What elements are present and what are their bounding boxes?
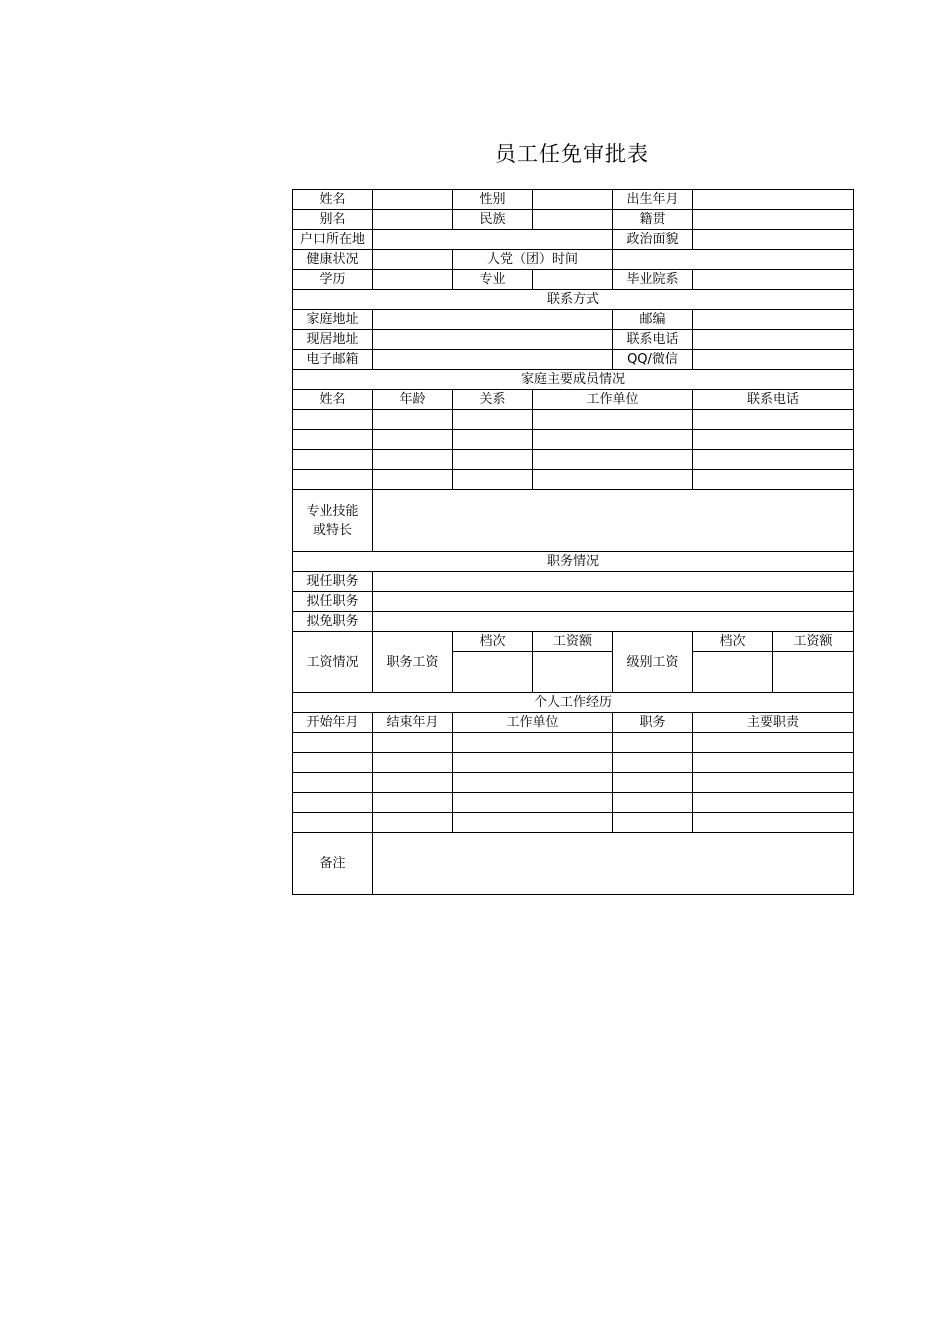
work-cell[interactable] — [373, 773, 453, 793]
ethnicity-label: 民族 — [453, 210, 533, 230]
home-address-label: 家庭地址 — [293, 310, 373, 330]
hukou-field[interactable] — [373, 230, 613, 250]
proposed-appoint-field[interactable] — [373, 592, 854, 612]
family-cell[interactable] — [293, 470, 373, 490]
family-cell[interactable] — [533, 410, 693, 430]
work-cell[interactable] — [293, 753, 373, 773]
work-cell[interactable] — [293, 733, 373, 753]
family-cell[interactable] — [293, 410, 373, 430]
contact-section-header: 联系方式 — [293, 290, 854, 310]
graduate-school-label: 毕业院系 — [613, 270, 693, 290]
position-amount-field[interactable] — [533, 652, 613, 693]
hukou-label: 户口所在地 — [293, 230, 373, 250]
phone-label: 联系电话 — [613, 330, 693, 350]
work-cell[interactable] — [613, 753, 693, 773]
work-row — [293, 773, 854, 793]
gender-label: 性别 — [453, 190, 533, 210]
position-grade-field[interactable] — [453, 652, 533, 693]
family-cell[interactable] — [693, 470, 854, 490]
qq-wechat-label: QQ/微信 — [613, 350, 693, 370]
ethnicity-field[interactable] — [533, 210, 613, 230]
work-cell[interactable] — [693, 813, 854, 833]
postcode-field[interactable] — [693, 310, 854, 330]
position-amount-label: 工资额 — [533, 632, 613, 652]
family-row — [293, 470, 854, 490]
family-section-header: 家庭主要成员情况 — [293, 370, 854, 390]
phone-field[interactable] — [693, 330, 854, 350]
alias-label: 别名 — [293, 210, 373, 230]
work-cell[interactable] — [613, 733, 693, 753]
home-address-field[interactable] — [373, 310, 613, 330]
health-field[interactable] — [373, 250, 453, 270]
family-row — [293, 430, 854, 450]
work-cell[interactable] — [453, 813, 613, 833]
skills-field[interactable] — [373, 490, 854, 552]
level-grade-label: 档次 — [693, 632, 773, 652]
email-label: 电子邮箱 — [293, 350, 373, 370]
birth-label: 出生年月 — [613, 190, 693, 210]
graduate-school-field[interactable] — [693, 270, 854, 290]
work-cell[interactable] — [373, 733, 453, 753]
political-status-label: 政治面貌 — [613, 230, 693, 250]
family-cell[interactable] — [453, 410, 533, 430]
family-header-workplace: 工作单位 — [533, 390, 693, 410]
family-cell[interactable] — [293, 450, 373, 470]
work-row — [293, 733, 854, 753]
work-section-header: 个人工作经历 — [293, 693, 854, 713]
work-cell[interactable] — [693, 753, 854, 773]
family-header-name: 姓名 — [293, 390, 373, 410]
work-header-start: 开始年月 — [293, 713, 373, 733]
native-place-field[interactable] — [693, 210, 854, 230]
work-cell[interactable] — [293, 813, 373, 833]
party-join-time-field[interactable] — [613, 250, 854, 270]
family-cell[interactable] — [533, 470, 693, 490]
major-label: 专业 — [453, 270, 533, 290]
family-cell[interactable] — [693, 410, 854, 430]
family-cell[interactable] — [373, 470, 453, 490]
work-cell[interactable] — [293, 793, 373, 813]
remarks-field[interactable] — [373, 833, 854, 895]
work-cell[interactable] — [613, 793, 693, 813]
education-field[interactable] — [373, 270, 453, 290]
work-cell[interactable] — [693, 733, 854, 753]
current-position-label: 现任职务 — [293, 572, 373, 592]
family-row — [293, 410, 854, 430]
alias-field[interactable] — [373, 210, 453, 230]
name-label: 姓名 — [293, 190, 373, 210]
family-header-relation: 关系 — [453, 390, 533, 410]
work-cell[interactable] — [373, 753, 453, 773]
current-address-field[interactable] — [373, 330, 613, 350]
health-label: 健康状况 — [293, 250, 373, 270]
gender-field[interactable] — [533, 190, 613, 210]
work-row — [293, 793, 854, 813]
skills-label-line1: 专业技能 — [306, 503, 359, 519]
family-cell[interactable] — [533, 450, 693, 470]
proposed-appoint-label: 拟任职务 — [293, 592, 373, 612]
work-cell[interactable] — [453, 773, 613, 793]
family-cell[interactable] — [373, 430, 453, 450]
work-header-duties: 主要职责 — [693, 713, 854, 733]
family-cell[interactable] — [293, 430, 373, 450]
work-header-workplace: 工作单位 — [453, 713, 613, 733]
qq-wechat-field[interactable] — [693, 350, 854, 370]
family-cell[interactable] — [453, 450, 533, 470]
work-cell[interactable] — [453, 733, 613, 753]
work-row — [293, 813, 854, 833]
work-cell[interactable] — [613, 773, 693, 793]
proposed-remove-label: 拟免职务 — [293, 612, 373, 632]
political-status-field[interactable] — [693, 230, 854, 250]
work-cell[interactable] — [453, 753, 613, 773]
level-grade-field[interactable] — [693, 652, 773, 693]
remarks-label: 备注 — [293, 833, 373, 895]
work-cell[interactable] — [693, 773, 854, 793]
work-cell[interactable] — [453, 793, 613, 813]
email-field[interactable] — [373, 350, 613, 370]
position-grade-label: 档次 — [453, 632, 533, 652]
native-place-label: 籍贯 — [613, 210, 693, 230]
family-header-age: 年龄 — [373, 390, 453, 410]
work-cell[interactable] — [693, 793, 854, 813]
current-address-label: 现居地址 — [293, 330, 373, 350]
family-cell[interactable] — [693, 450, 854, 470]
work-cell[interactable] — [373, 793, 453, 813]
position-section-header: 职务情况 — [293, 552, 854, 572]
work-cell[interactable] — [613, 813, 693, 833]
work-header-end: 结束年月 — [373, 713, 453, 733]
level-salary-label: 级别工资 — [613, 632, 693, 693]
family-cell[interactable] — [453, 430, 533, 450]
family-row — [293, 450, 854, 470]
level-amount-field[interactable] — [773, 652, 854, 693]
name-field[interactable] — [373, 190, 453, 210]
page-title: 员工任免审批表 — [495, 142, 649, 166]
family-cell[interactable] — [373, 410, 453, 430]
work-header-position: 职务 — [613, 713, 693, 733]
skills-label — [293, 490, 373, 552]
major-field[interactable] — [533, 270, 613, 290]
family-cell[interactable] — [373, 450, 453, 470]
party-join-time-label: 人党（团）时间 — [453, 250, 613, 270]
proposed-remove-field[interactable] — [373, 612, 854, 632]
skills-label-line2: 或特长 — [312, 522, 352, 538]
level-amount-label: 工资额 — [773, 632, 854, 652]
family-header-phone: 联系电话 — [693, 390, 854, 410]
position-salary-label: 职务工资 — [373, 632, 453, 693]
work-row — [293, 753, 854, 773]
work-cell[interactable] — [293, 773, 373, 793]
family-cell[interactable] — [453, 470, 533, 490]
salary-label: 工资情况 — [293, 632, 373, 693]
family-cell[interactable] — [693, 430, 854, 450]
work-cell[interactable] — [373, 813, 453, 833]
birth-field[interactable] — [693, 190, 854, 210]
current-position-field[interactable] — [373, 572, 854, 592]
family-cell[interactable] — [533, 430, 693, 450]
postcode-label: 邮编 — [613, 310, 693, 330]
education-label: 学历 — [293, 270, 373, 290]
approval-form-table — [292, 189, 854, 895]
